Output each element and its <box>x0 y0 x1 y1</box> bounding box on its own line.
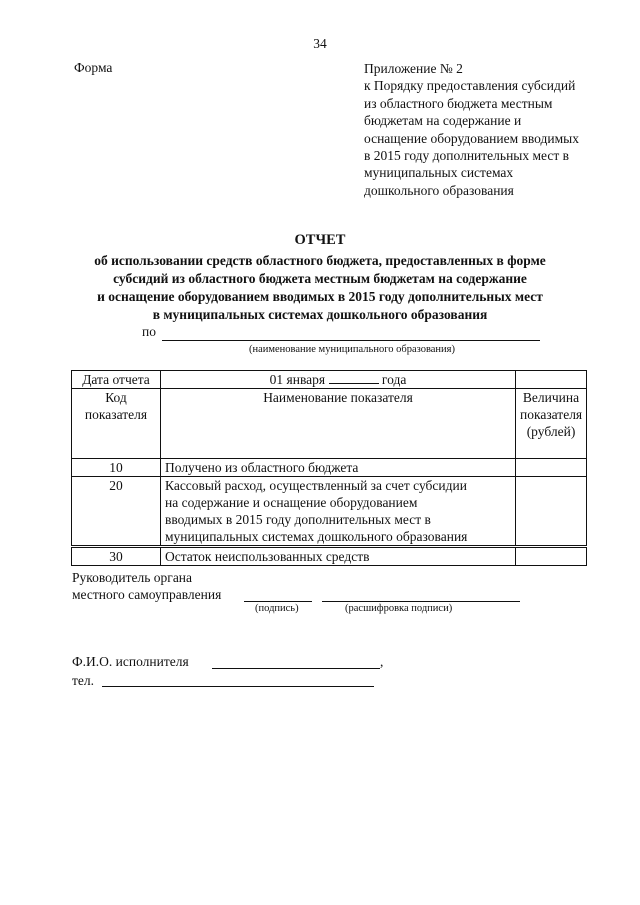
col-name-header: Наименование показателя <box>161 389 516 459</box>
date-value <box>161 371 516 389</box>
report-title: ОТЧЕТ <box>294 232 346 248</box>
appendix-line: в 2015 году дополнительных мест в <box>364 148 569 164</box>
subtitle-line: и оснащение оборудованием вводимых в 2015 году дополнительных мест <box>97 289 543 304</box>
row-name: Получено из областного бюджета <box>161 459 516 477</box>
col-value-header-line: (рублей) <box>526 424 576 439</box>
signature-decode-hint: (расшифровка подписи) <box>345 603 453 614</box>
date-year-field[interactable] <box>329 371 379 384</box>
row-value[interactable] <box>516 547 587 566</box>
row-value[interactable] <box>516 459 587 477</box>
row-name <box>161 477 516 547</box>
date-value-prefix: 01 января <box>269 372 326 387</box>
signature-hint: (подпись) <box>255 603 299 614</box>
subtitle-line: в муниципальных системах дошкольного образования <box>152 307 488 322</box>
col-value-header <box>516 389 587 459</box>
row-name-line: на содержание и оснащение оборудованием <box>165 495 418 510</box>
signature-field[interactable] <box>244 601 312 602</box>
po-label: по <box>142 324 156 339</box>
table-row <box>72 547 587 566</box>
row-name-line: Кассовый расход, осуществленный за счет субсидии <box>165 478 467 493</box>
appendix-line: из областного бюджета местным <box>364 95 553 111</box>
table-row <box>72 477 587 547</box>
date-empty-cell <box>516 371 587 389</box>
municipality-hint: (наименование муниципального образования) <box>248 344 456 355</box>
col-code-header-line: показателя <box>84 407 148 422</box>
appendix-line: Приложение № 2 <box>364 61 463 76</box>
executor-fio-field[interactable] <box>212 668 380 669</box>
row-name: Остаток неиспользованных средств <box>161 547 516 566</box>
appendix-line: бюджетам на содержание и <box>364 113 522 129</box>
municipality-field[interactable] <box>162 340 540 341</box>
appendix-line: к Порядку предоставления субсидий <box>364 78 576 94</box>
page-number: 34 <box>313 36 327 51</box>
col-value-header-line: показателя <box>520 407 583 422</box>
appendix-block <box>364 60 624 199</box>
appendix-line: муниципальных системах <box>364 165 514 181</box>
col-code-header <box>72 389 161 459</box>
report-table <box>71 370 587 566</box>
header-row <box>72 389 587 459</box>
subtitle-line: субсидий из областного бюджета местным бюджетам на содержание <box>113 271 527 286</box>
row-name-line: вводимых в 2015 году дополнительных мест в <box>165 512 431 527</box>
appendix-line: дошкольного образования <box>364 182 514 198</box>
head-label-line1: Руководитель органа <box>72 570 193 585</box>
report-subtitle <box>60 252 580 324</box>
head-label-line2: местного самоуправления <box>72 587 222 602</box>
row-code: 20 <box>72 477 161 547</box>
executor-fio-comma: , <box>380 654 384 669</box>
row-name-line: муниципальных системах дошкольного образования <box>165 529 468 544</box>
row-code: 10 <box>72 459 161 477</box>
subtitle-line: об использовании средств областного бюджета, предоставленных в форме <box>94 253 546 268</box>
form-label: Форма <box>74 60 113 75</box>
signature-decode-field[interactable] <box>322 601 520 602</box>
date-row <box>72 371 587 389</box>
col-value-header-line: Величина <box>522 390 580 405</box>
executor-tel-label: тел. <box>72 673 95 688</box>
executor-tel-field[interactable] <box>102 686 374 687</box>
table-row <box>72 459 587 477</box>
appendix-line: оснащение оборудованием вводимых <box>364 130 579 146</box>
col-code-header-line: Код <box>105 390 127 405</box>
row-code: 30 <box>72 547 161 566</box>
date-value-suffix: года <box>381 372 407 387</box>
date-label: Дата отчета <box>72 371 161 389</box>
row-value[interactable] <box>516 477 587 547</box>
executor-fio-label: Ф.И.О. исполнителя <box>72 654 189 669</box>
